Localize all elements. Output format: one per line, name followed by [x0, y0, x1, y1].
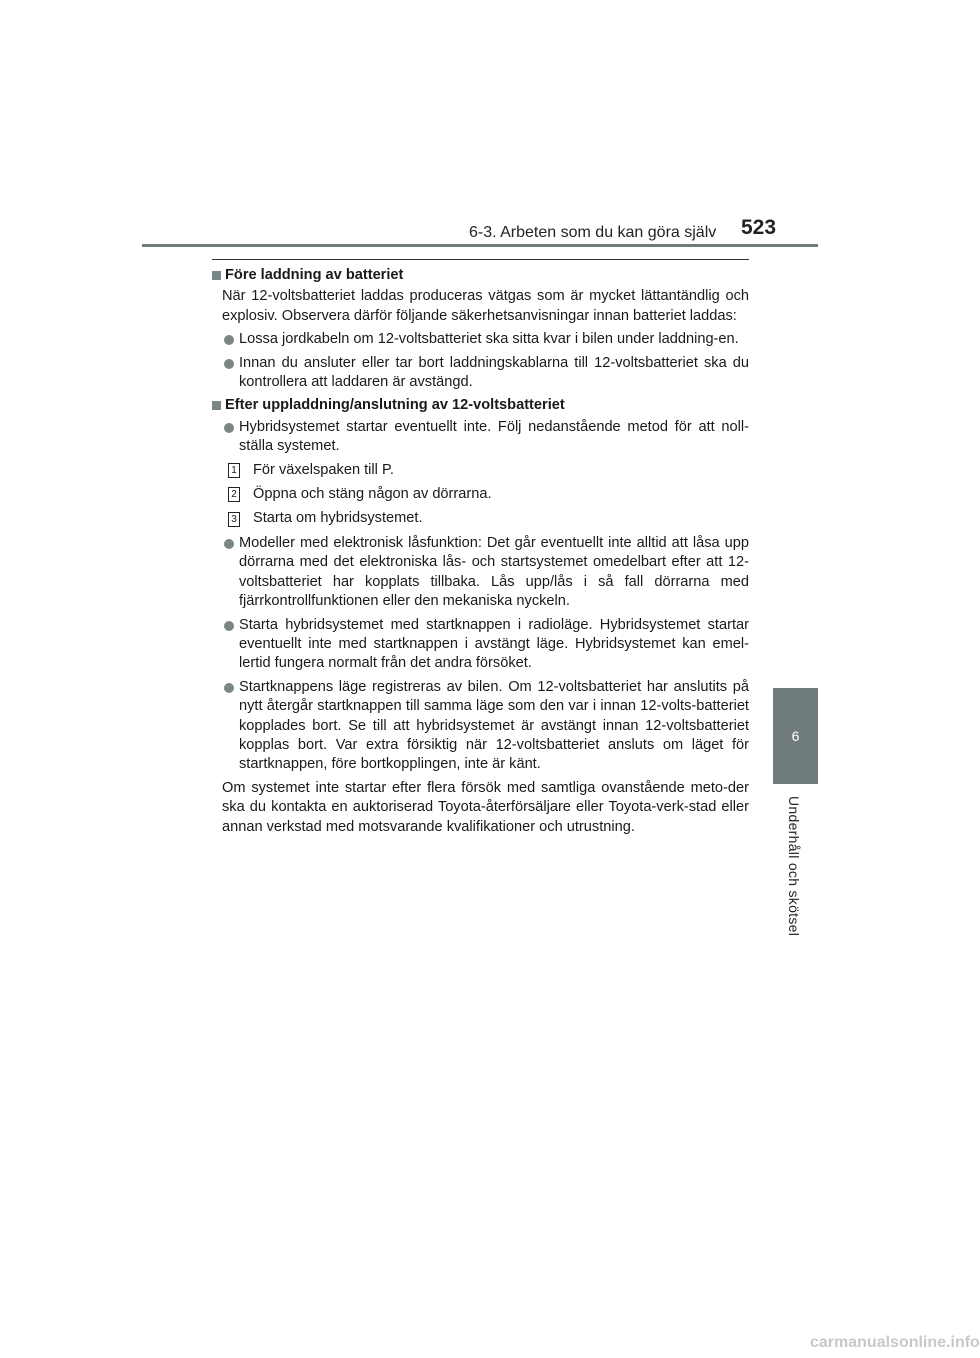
page-number: 523 — [741, 216, 777, 239]
circle-bullet-icon — [224, 539, 234, 549]
chapter-tab — [773, 688, 818, 784]
step-item: 3 Starta om hybridsystemet. — [228, 509, 749, 528]
square-bullet-icon — [212, 271, 221, 280]
list-item: Modeller med elektronisk låsfunktion: Det går eventuellt inte alltid att låsa upp dörrarna med det elektroniska lås- och startsystemet omedelbart efter att 12-voltsbatteriet har kopplats tillbaka. Lås upp/lås i så fall dörrarna med fjärrkontrollfunktionen eller den mekaniska nyckeln. — [222, 534, 749, 612]
list-item: Hybridsystemet startar eventuellt inte. Följ nedanstående metod för att noll-ställa systemet. — [222, 418, 749, 457]
footer-watermark: carmanualsonline.info — [810, 1334, 980, 1351]
section-heading: Före laddning av batteriet — [212, 266, 749, 285]
circle-bullet-icon — [224, 621, 234, 631]
list-item: Startknappens läge registreras av bilen. Om 12-voltsbatteriet har anslutits på nytt återgår startknappen till samma läge som den var i innan 12-volts-batteriet kopplades bort. Se till att hybridsystemet är avstängt innan 12-voltsbatteriet kopplas bort. Var extra försiktig när 12-voltsbatteriet ansluts om läget för startknappen, före bortkopplingen, inte är känt. — [222, 678, 749, 775]
circle-bullet-icon — [224, 683, 234, 693]
step-number: 2 — [228, 487, 240, 502]
section-title: 6-3. Arbeten som du kan göra själv — [469, 224, 717, 241]
page-content — [212, 266, 749, 841]
step-number: 3 — [228, 512, 240, 527]
chapter-number: 6 — [791, 728, 800, 744]
step-number: 1 — [228, 463, 240, 478]
list-item: Lossa jordkabeln om 12-voltsbatteriet ska sitta kvar i bilen under laddning-en. — [222, 330, 749, 349]
closing-paragraph: Om systemet inte startar efter flera försök med samtliga ovanstående meto-der ska du kontakta en auktoriserad Toyota-återförsäljare eller Toyota-verk-stad eller annan verkstad med motsvarande kvalifikationer och utrustning. — [222, 779, 749, 835]
square-bullet-icon — [212, 401, 221, 410]
content-rule — [212, 259, 749, 260]
step-item: 2 Öppna och stäng någon av dörrarna. — [228, 485, 749, 504]
circle-bullet-icon — [224, 423, 234, 433]
header-rule — [142, 244, 818, 247]
circle-bullet-icon — [224, 359, 234, 369]
intro-paragraph: När 12-voltsbatteriet laddas produceras vätgas som är mycket lättantändlig och explosiv. Observera därför följande säkerhetsanvisningar innan batteriet laddas: — [222, 288, 749, 324]
chapter-title: Underhåll och skötsel — [786, 796, 802, 937]
list-item: Innan du ansluter eller tar bort laddningskablarna till 12-voltsbatteriet ska du kontrollera att laddaren är avstängd. — [222, 354, 749, 393]
list-item: Starta hybridsystemet med startknappen i radioläge. Hybridsystemet startar eventuellt inte med startknappen i avstängt läge. Hybridsystemet kan emel-lertid fungera normalt från det andra försöket. — [222, 616, 749, 674]
section-heading: Efter uppladdning/anslutning av 12-voltsbatteriet — [212, 396, 749, 415]
step-item: 1 För växelspaken till P. — [228, 461, 749, 480]
circle-bullet-icon — [224, 335, 234, 345]
